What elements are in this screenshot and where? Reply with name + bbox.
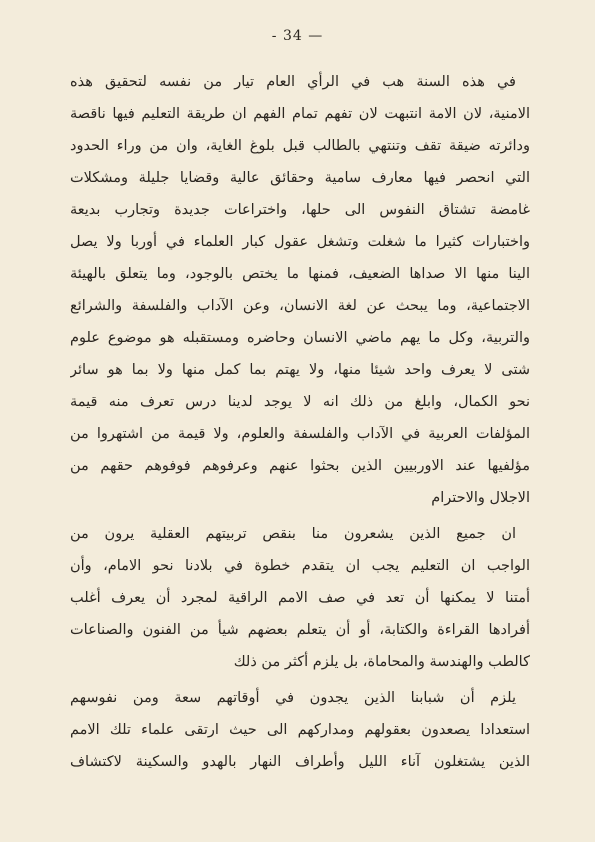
body-text: [70, 66, 530, 778]
text-line: شتى لا يعرف واحد شيئا منها، ولا يهتم بما كمل منها ولا بما هو سائر: [70, 362, 530, 378]
text-line: الامنية، لان الامة انتبهت لان تفهم تمام الفهم ان طريقة التعليم فيها ناقصة: [70, 106, 530, 122]
text-line: الاجتماعية، وما يبحث عن لغة الانسان، وعن الآداب والفلسفة والشرائع: [70, 298, 530, 314]
paragraph-3: [70, 682, 530, 778]
text-line: الاجلال والاحترام: [431, 490, 530, 506]
text-line: ان جميع الذين يشعرون منا بنقص تربيتهم العقلية يرون من: [70, 526, 516, 542]
text-line: أفرادها القراءة والكتابة، أو أن يتعلم بعضهم شيأ من الفنون والصناعات: [70, 622, 530, 638]
text-line: والتربية، وكل ما يهم ماضي الانسان وحاضره ومستقبله هو موضوع علوم: [70, 330, 530, 346]
text-line: واختبارات كثيرا ما شغلت وتشغل عقول كبار العلماء في أوربا ولا يصل: [70, 234, 530, 250]
text-line: الواجب ان التعليم يجب ان يتقدم خطوة في بلادنا نحو الامام، وأن: [70, 558, 530, 574]
text-line: ودائرته ضيقة تقف وتنتهي بالطالب قبل بلوغ الغاية، وان من وراء الحدود: [70, 138, 530, 154]
text-line: في هذه السنة هب في الرأي العام تيار من نفسه لتحقيق هذه: [70, 74, 516, 90]
text-line: نحو الكمال، وابلغ من ذلك انه لا يوجد لدينا درس تعرف منه قيمة: [70, 394, 530, 410]
text-line: أمتنا لا يمكنها أن تعد في صف الامم الراقية لمجرد أن يعرف أغلب: [70, 590, 530, 606]
text-line: المؤلفات العربية في الآداب والفلسفة والعلوم، ولا قيمة من اشتهروا من: [70, 426, 530, 442]
text-line: التي انحصر فيها معارف سامية وحقائق عالية وقضايا جليلة ومشكلات: [70, 170, 530, 186]
paragraph-2: [70, 518, 530, 678]
page-number: - 34 —: [271, 28, 324, 44]
paragraph-1: [70, 66, 530, 514]
text-line: كالطب والهندسة والمحاماة، بل يلزم أكثر من ذلك: [233, 654, 530, 670]
text-line: الينا منها الا صداها الضعيف، فمنها ما يختص بالوجود، وما يتعلق بالهيئة: [70, 266, 530, 282]
text-line: يلزم أن شبابنا الذين يجدون في أوقاتهم سعة ومن نفوسهم: [70, 690, 516, 706]
text-line: مؤلفيها عند الاوربيين الذين بحثوا عنهم وعرفوهم فوفوهم حقهم من: [70, 458, 530, 474]
text-line: غامضة تشتاق النفوس الى حلها، واختراعات جديدة وتجارب بديعة: [70, 202, 530, 218]
text-line: الذين يشتغلون آناء الليل وأطراف النهار بالهدو والسكينة لاكتشاف: [70, 754, 530, 770]
text-line: استعدادا يصعدون بعقولهم ومداركهم الى حيث ارتقى علماء تلك الامم: [70, 722, 530, 738]
